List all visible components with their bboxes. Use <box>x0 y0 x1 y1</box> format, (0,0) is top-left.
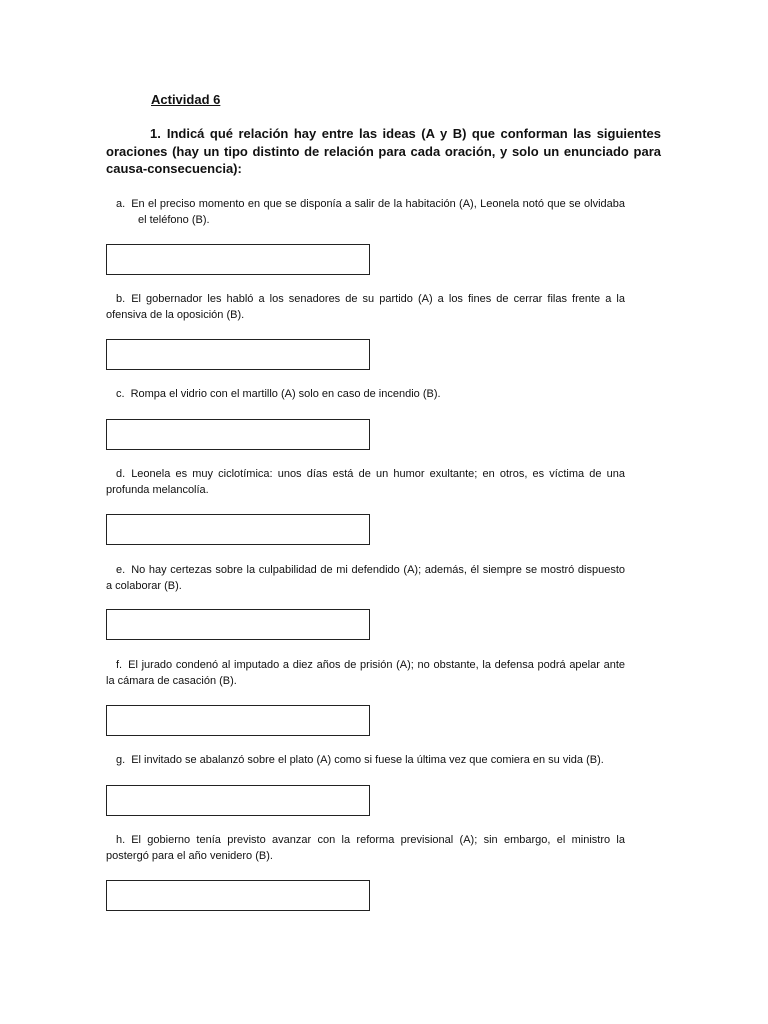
item-letter: g. <box>116 754 126 766</box>
item-text: Leonela es muy ciclotímica: unos días está de un humor exultante; en otros, es víctima de una profunda melancolía. <box>106 468 625 496</box>
list-item <box>106 386 625 402</box>
list-item <box>106 657 625 689</box>
instruction-number: 1. <box>150 126 161 141</box>
item-text: No hay certezas sobre la culpabilidad de mi defendido (A); además, él siempre se mostró dispuesto a colaborar (B). <box>106 564 625 592</box>
list-item <box>106 291 625 323</box>
answer-box[interactable] <box>106 514 370 545</box>
answer-box[interactable] <box>106 785 370 816</box>
answer-box[interactable] <box>106 609 370 640</box>
item-letter: d. <box>116 468 126 480</box>
item-letter: c. <box>116 388 125 400</box>
answer-box[interactable] <box>106 244 370 275</box>
item-letter: h. <box>116 834 126 846</box>
list-item <box>106 832 625 864</box>
list-item <box>106 752 625 768</box>
item-text: El invitado se abalanzó sobre el plato (A) como si fuese la última vez que comiera en su vida (B). <box>131 754 604 766</box>
page-title: Actividad 6 <box>151 92 221 107</box>
instruction-text: Indicá qué relación hay entre las ideas (A y B) que conforman las siguientes oraciones (hay un tipo distinto de relación para cada oración, y solo un enunciado para causa-consecuencia): <box>106 126 661 176</box>
answer-box[interactable] <box>106 339 370 370</box>
item-letter: e. <box>116 564 126 576</box>
item-letter: a. <box>116 198 126 210</box>
item-letter: b. <box>116 293 126 305</box>
item-text: En el preciso momento en que se disponía a salir de la habitación (A), Leonela notó que se olvidaba el teléfono (B). <box>131 198 625 226</box>
list-item <box>106 562 625 594</box>
item-text: El gobierno tenía previsto avanzar con la reforma previsional (A); sin embargo, el ministro la postergó para el año venidero (B). <box>106 834 625 862</box>
list-item <box>106 466 625 498</box>
instruction <box>106 125 661 178</box>
answer-box[interactable] <box>106 705 370 736</box>
answer-box[interactable] <box>106 419 370 450</box>
answer-box[interactable] <box>106 880 370 911</box>
item-text: El jurado condenó al imputado a diez años de prisión (A); no obstante, la defensa podrá apelar ante la cámara de casación (B). <box>106 659 625 687</box>
item-text: El gobernador les habló a los senadores de su partido (A) a los fines de cerrar filas frente a la ofensiva de la oposición (B). <box>106 293 625 321</box>
item-text: Rompa el vidrio con el martillo (A) solo en caso de incendio (B). <box>130 388 441 400</box>
list-item <box>106 196 625 228</box>
item-letter: f. <box>116 659 123 671</box>
